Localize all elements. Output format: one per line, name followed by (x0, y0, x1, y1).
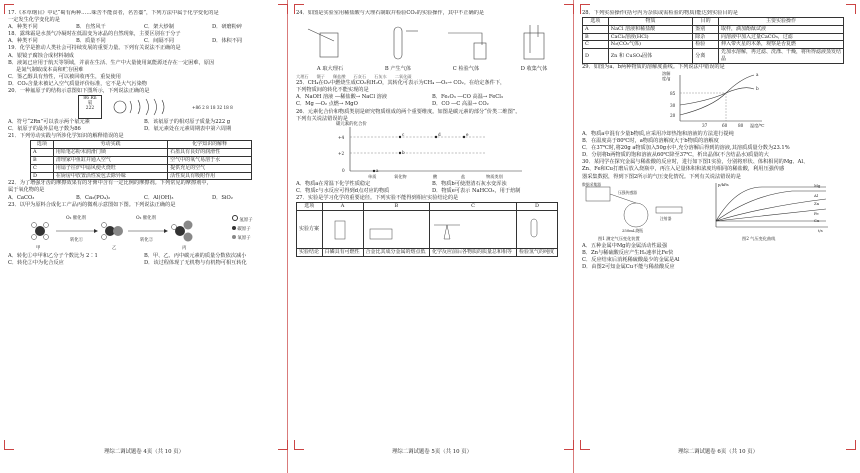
option: C．架大炒制 (144, 24, 174, 31)
q19-c: C．鉴乙醇具有热性，可以被回收再生，重复使用 (8, 73, 121, 80)
page-footer: 理综二调试题卷 4页（共 10 页） (103, 449, 185, 455)
x-tick: 盐 (461, 173, 466, 179)
cell: Zn 和 CuSO₄固体 (608, 49, 693, 64)
legend-item: 碳原子 (237, 226, 251, 232)
point-label: d (438, 131, 441, 137)
crop-mark (294, 440, 304, 450)
crop-mark (580, 4, 590, 14)
element-cell (78, 95, 102, 119)
option: A．种类不同 (8, 24, 38, 31)
y-tick: 30 (670, 102, 676, 108)
q19-b: B．液氮已应用于航天等领域，并前在生活、生产中大量使用氮能源还存在一定困难，原因 (8, 59, 215, 66)
q26-stem-cont: 下列有关说法错误的是 (296, 115, 348, 122)
crop-mark (4, 4, 14, 14)
option: B．Fe₂O₃ ―CO 高温→ FeCl₃ (432, 94, 503, 101)
option: C．Mg ―O₂ 点燃→ MgO (296, 101, 358, 108)
q20-stem: 20．一种氟原子的结构示意图如下图所示，下列说法正确的是 (8, 88, 150, 95)
q30-options-ab (582, 243, 854, 250)
option: C．间隔不同 (144, 38, 174, 45)
option: A．符号“2Rn”可以表示两个氡元素 (8, 119, 90, 126)
q29-stem: 29．如图为a、b两种物质的溶解度曲线。下列说法中错误的是 (582, 63, 725, 70)
flask-icon (306, 23, 354, 63)
y-tick: 20 (670, 112, 676, 118)
step-label-2: 转化② (140, 237, 154, 243)
q21-stem: 21．下列劳动实践与所涉化学知识的解释错误的是 (8, 133, 124, 140)
cell: 用扇子往炉中扇风使火烧旺 (53, 164, 167, 172)
x-tick: 氧化物 (394, 173, 407, 179)
table-row (297, 248, 558, 256)
option: D．SiO₂ (212, 194, 233, 201)
point-label: a (376, 167, 379, 173)
q29-c: C．在37℃时,将20g a物质加入50g水中,充分溶解后得到的溶液,其溶质质量分数为23.1% (582, 145, 790, 152)
table-row (31, 172, 252, 180)
q29-b: B．在温度高于80℃时，a物质的溶解度大于b物质的溶解度 (582, 138, 719, 145)
note: 大理石 (296, 74, 309, 80)
q22-stem: 22．为了增强牙齿的摩擦效果有的牙膏中含有一定比例的摩擦剂。下列常见的摩擦剂中， (8, 180, 212, 187)
cell: 向溶液中加入过量CaCO₃，过滤 (719, 33, 844, 41)
q19-stem: 19．化学是推动人类社会可持续发展的重要力量。下列有关说法不正确的是 (8, 45, 181, 52)
header-cell: A (322, 203, 363, 211)
figure-label: C (452, 66, 457, 72)
catalyst-label-2: O₂ 催化剂 (136, 215, 156, 221)
x-axis-label: t/s (818, 227, 823, 233)
gas-bottle-icon (510, 23, 558, 63)
crop-mark (294, 4, 304, 14)
q23-figure (8, 209, 280, 253)
element-symbol: Rn (90, 96, 97, 102)
series-label: Mg (814, 182, 821, 188)
figure-label: D (520, 66, 525, 72)
page-footer: 理综二调试题卷 6页（共 10 页） (677, 449, 759, 455)
table-header (297, 203, 558, 211)
q24-figure-a (306, 23, 354, 73)
beaker-icon (442, 23, 490, 63)
apparatus-label: 250mL烧瓶 (622, 227, 643, 233)
q21-table (30, 140, 252, 180)
cell: 合金比其成分金属的熔点低 (363, 248, 430, 256)
figure-label: A (316, 66, 321, 72)
valence-class-chart (336, 123, 526, 181)
exam-page-5 (288, 0, 572, 473)
exam-page-6 (574, 0, 860, 473)
table-row (583, 33, 844, 41)
cell: 取样，滴加酚酞试液 (719, 25, 844, 33)
chart-y-label: 溶解度/g (662, 70, 671, 81)
crop-mark (564, 440, 574, 450)
cell: 石墨具有良好的润滑性 (168, 149, 252, 157)
cell: B (31, 157, 54, 165)
option: C．物质c与水反应可得到d点对应的物质 (296, 187, 390, 194)
header-cell: 劳动实践 (53, 141, 167, 149)
q26-options-ab (296, 181, 568, 188)
cell: NaCl 溶液和稀盐酸 (608, 25, 693, 33)
cell: 活性炭具有吸附作用 (168, 172, 252, 180)
q27-stem: 27．实验是学习化学的重要途径。下列实验不能得到相应实验结论的是 (296, 194, 459, 201)
table-row (31, 149, 252, 157)
y-tick: 85 (670, 90, 676, 96)
cell: 先加水溶解，再过滤、洗涤、干燥，将所得滤液蒸发结晶 (719, 49, 844, 64)
cell: C (31, 164, 54, 172)
q22-stem-cont: 属于氧化物的是 (8, 187, 45, 194)
note: 镊子 (316, 74, 325, 80)
option: D．物质e可表示 NaHCO₃，用于焙制 (432, 187, 521, 194)
option: D．氡元素处在元素周期表中第六周期 (144, 126, 232, 133)
option: B．物质b可使澄清石灰水变浑浊 (432, 180, 507, 187)
header-cell: 目的 (693, 18, 719, 26)
option: C．转化②中为化合反应 (8, 259, 64, 266)
atom-legend (232, 215, 253, 243)
atomic-number: 86 (83, 96, 90, 102)
point-label: e (466, 131, 469, 137)
table-header (31, 141, 252, 149)
cell: 清理家中鱼缸并通入空气 (53, 157, 167, 165)
q24-figures (296, 17, 568, 73)
q28-table (582, 17, 844, 64)
page-5-content (296, 10, 568, 473)
option: A．物质a在常温下化学性质稳定 (296, 180, 371, 187)
table-row (31, 164, 252, 172)
cell: 鉴别 (693, 25, 719, 33)
crop-mark (278, 440, 288, 450)
y-tick: +4 (338, 134, 345, 140)
q19-d: D．CO₂含量未被记入空气质量评价标准，它不是大气污染物 (8, 80, 147, 87)
row-header: 实验方案 (297, 210, 323, 248)
crop-mark (564, 4, 574, 14)
cell: 化学反应前后各物质的质量总和相等 (430, 248, 517, 256)
q17-stem-cont: 一定发生化学变化的是 (8, 17, 60, 24)
molecule-label: 甲 (36, 245, 41, 251)
option: D．CO ―C 高温→ CO₂ (432, 101, 489, 108)
cell: CaCl₂溶液(HCl) (608, 33, 693, 41)
series-label: Cu (814, 217, 820, 223)
cell: 检验 (693, 41, 719, 49)
cell: 空气中的氧气易溶于水 (168, 157, 252, 165)
header-cell: 选项 (297, 203, 323, 211)
x-tick: 37 (702, 122, 708, 128)
q30-b: B．Zn与稀硫酸反应产生H₂速率比Fe快 (582, 249, 674, 256)
header-cell: D (517, 203, 558, 211)
q23-options-cd (8, 260, 280, 267)
cell: B (583, 33, 609, 41)
curve-label: a (756, 71, 759, 77)
q17-stem: 17.《本草纲目》中记“蜀有两种……味苦不能食者，名苦薹”，下列方法中属于化学变化的是 (8, 10, 219, 16)
row-header: 实验结论 (297, 248, 323, 256)
figure-caption: 图2 气压变化曲线 (742, 235, 776, 241)
catalyst-label-1: O₂ 催化剂 (66, 215, 86, 221)
apparatus-d-icon (517, 210, 558, 248)
q26-stem: 26．元素化合价和物质类别是研究物质组成的两个重要维度。如图是碳元素的部分“价类二维图”。 (296, 108, 521, 115)
q26-options-cd (296, 188, 568, 195)
q29-d: D．分别将b两物质的饱和溶液从60℃降至37℃，析出晶体(不含结晶水)质量的大 (582, 152, 769, 159)
figure-caption: 产生气体 (390, 66, 412, 72)
cell: 用铅笔芯粉末润滑门锁 (53, 149, 167, 157)
note: 石灰水 (374, 74, 387, 80)
figure-caption: 收集气体 (526, 66, 548, 72)
q25-stem: 25．CH₄在O₂中燃烧生成CO₂和H₂O，其转化可表示为CH₄ ―O₂→ CO₂。在给定条件下， (296, 80, 506, 87)
cell: C (583, 41, 609, 49)
x-axis-label: 温度/℃ (750, 122, 765, 128)
q19-a: A．银镜子腐蚀合成材料制成 (8, 52, 74, 59)
q30-stem-cont: Zn、Fe和Cu打磨后放入烧瓶中，再注入足量体积和浓度均相同的稀盐酸，利用压强传感 (582, 166, 785, 173)
figure-caption: 检验气体 (458, 66, 480, 72)
series-label: Zn (814, 200, 820, 206)
y-tick: 0 (342, 167, 345, 173)
option: A．种类不同 (8, 38, 38, 45)
q30-stem: 30．某同学在探究金属与稀盐酸的反应时，进行如下图1实验，分别将形状、体积相同的Mg、Al、 (582, 159, 809, 166)
figure-caption: 图1 测定气压变化装置 (598, 235, 640, 241)
q29-a: A．物质a中混有少量b物质,应采用冷却热饱和溶液的方法进行提纯 (582, 130, 734, 137)
y-tick: +2 (338, 150, 345, 156)
page-6-content (582, 10, 854, 473)
molecule-diagram (26, 209, 226, 253)
option: A．CaCO₃ (8, 194, 35, 201)
table-header (583, 18, 844, 26)
cell: A (31, 149, 54, 157)
q28-stem: 28．下列实验操作(括号内为杂质或需检验的物质)能达到实验目的是 (582, 10, 738, 16)
x-tick: 80 (738, 122, 744, 128)
header-cell: 选项 (583, 18, 609, 26)
page-footer: 理综二调试题卷 5页（共 10 页） (391, 449, 473, 455)
x-tick: 单质 (368, 173, 377, 179)
q18-stem: 18．露珠霜是水蒸气冷凝时在低温变为冰晶的自然现象，主要区别在于分子 (8, 31, 181, 38)
apparatus-c-icon (430, 210, 517, 248)
cell: 提供充足的空气 (168, 164, 252, 172)
q24-figure-b (374, 23, 422, 73)
page-4-content (8, 10, 280, 473)
series-label: Al (814, 192, 818, 198)
element-name: 氡 (87, 101, 93, 107)
option: B．自然风干 (76, 24, 106, 31)
header-cell: B (363, 203, 430, 211)
crop-mark (846, 440, 856, 450)
table-row (31, 157, 252, 165)
legend-item: 氢原子 (239, 217, 253, 223)
cell: 白磷具有可燃性 (322, 248, 363, 256)
molecule-label: 乙 (112, 245, 117, 251)
table-row (583, 41, 844, 49)
header-cell: C (430, 203, 517, 211)
series-label: Fe (814, 210, 819, 216)
figure-caption: 取大理石 (322, 66, 344, 72)
q30-stem-cont2: 器采集数据，得到下图2所示的气压变化情况。下列有关说法错误的是 (582, 173, 741, 180)
q24-figure-d (510, 23, 558, 73)
crop-mark (4, 440, 14, 450)
apparatus-label: 压强传感器 (618, 189, 637, 195)
note: 稀盐酸 (332, 74, 346, 80)
option: C．氡原子的最外层电子数为86 (8, 126, 81, 133)
x-tick: 60 (722, 122, 728, 128)
test-tube-icon (374, 23, 422, 63)
point-label: b (402, 149, 405, 155)
option: D．研磨粉碎 (212, 24, 243, 31)
figure-1 (582, 181, 692, 243)
table-row (297, 210, 558, 248)
q25-stem-cont: 下列物质间的转化不能实现的是 (296, 87, 369, 94)
header-cell: 化学知识的解释 (168, 141, 252, 149)
option: A．五种金属中Mg的金属活动性最强 (582, 242, 668, 249)
figure-label: B (384, 66, 389, 72)
crop-mark (846, 4, 856, 14)
option: B．甲、乙、丙中碳元素的质量分数依次减小 (144, 252, 247, 259)
cell: 检验氢气的纯度 (517, 248, 558, 256)
q23-options-ab (8, 253, 280, 260)
option: A．NaOH 溶液 ―稀盐酸→ NaCl 溶液 (296, 94, 388, 101)
q30-c: C．反应结束后消耗稀硫酸最少的金属是Al (582, 256, 680, 263)
pressure-chart (702, 181, 832, 233)
apparatus-label: 数据采集器 (582, 181, 601, 187)
apparatus-diagram (582, 181, 692, 233)
curve-label: b (756, 85, 759, 91)
q22-options (8, 195, 280, 202)
legend-item: 氧原子 (237, 235, 251, 241)
q30-figures (582, 181, 854, 243)
table-row (583, 25, 844, 33)
cell: A (583, 25, 609, 33)
y-axis-label: p/kPa (718, 181, 729, 187)
apparatus-b-icon (363, 210, 430, 248)
option: B．质量不同 (76, 38, 106, 45)
option: D．该过程体现了无机物与有机物可相互转化 (144, 259, 247, 266)
option: D．体积不同 (212, 38, 243, 45)
cell: N₂(CO₂气体) (608, 41, 693, 49)
q25-options-cd (296, 101, 568, 108)
q20-figure (8, 95, 280, 119)
header-cell: 主要实验操作 (719, 18, 844, 26)
cell: 在厨房中放置活性炭包去除异味 (53, 172, 167, 180)
header-cell: 物质 (608, 18, 693, 26)
step-label-1: 转化① (70, 237, 84, 243)
q23-stem: 23．以甲为原料合成化工产品丙的微观示意图如下图。下列说法正确的是 (8, 201, 176, 208)
molecule-label: 丙 (182, 245, 187, 251)
point-label: c (402, 131, 405, 137)
x-tick: 酸 (433, 173, 438, 179)
exam-page-4 (0, 0, 287, 473)
crop-mark (580, 440, 590, 450)
crop-mark (278, 4, 288, 14)
option: A．转化①中甲和乙分子个数比为 2∶1 (8, 252, 98, 259)
chart-y-label: 碳元素的化合价 (336, 121, 367, 127)
cell: D (31, 172, 54, 180)
q27-table (296, 202, 558, 257)
solubility-chart (662, 71, 772, 131)
atomic-mass: 222 (85, 106, 95, 112)
apparatus-a-icon (322, 210, 363, 248)
figure-2 (702, 181, 832, 243)
x-axis-label: 物质类别 (486, 173, 503, 179)
option: C．Al(OH)₃ (144, 194, 174, 201)
cell: 伸入带火星的木条，观察是否复燃 (719, 41, 844, 49)
note: 二氧化碳 (394, 74, 412, 80)
q30-d: D．由图2可知金属Cu不能与稀盐酸反应 (582, 263, 675, 270)
apparatus-label: 注射器 (660, 215, 672, 221)
atom-structure-diagram (112, 97, 182, 117)
cell: 分离 (693, 49, 719, 64)
table-row (583, 49, 844, 64)
note: 石灰石 (353, 74, 367, 80)
atom-shell-label: +86 2 8 18 32 18 8 (192, 104, 233, 110)
option: B．该氡原子的相对原子质量为222 g (144, 119, 231, 126)
q19-b-cont: 是氮气制取成本高和贮存困难 (16, 66, 84, 73)
q24-figure-c (442, 23, 490, 73)
option: B．Ca₃(PO₄)₂ (76, 194, 111, 201)
cell: 除杂 (693, 33, 719, 41)
header-cell: 选项 (31, 141, 54, 149)
cell: D (583, 49, 609, 64)
q24-stem: 24．如图是实验室用稀盐酸与大理石制取并检验CO₂的实验操作，其中不正确的是 (296, 10, 485, 16)
